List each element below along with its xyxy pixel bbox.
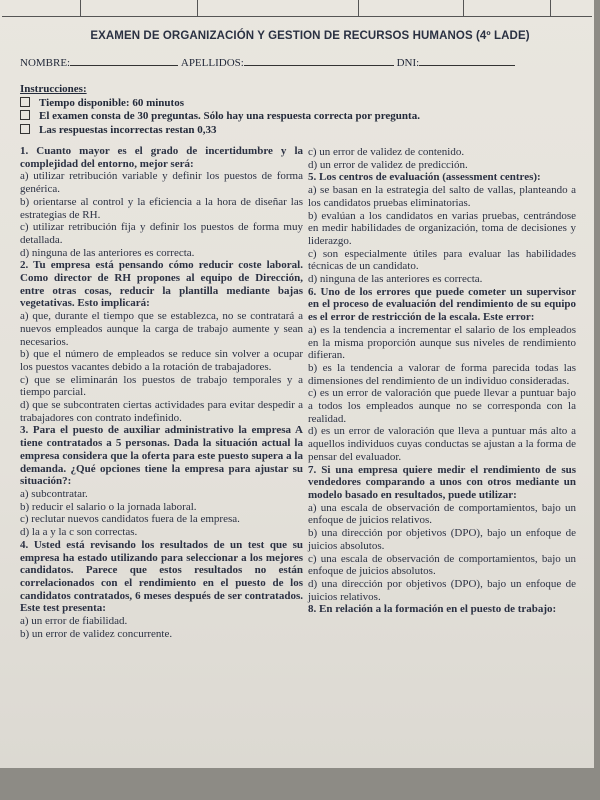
- answer-option: a) subcontratar.: [20, 487, 88, 500]
- table-cell: [2, 0, 81, 16]
- answer-option: a) es la tendencia a incrementar el salario de los empleados en la misma proporción aunque sus niveles de rendimiento difieran.: [308, 323, 576, 362]
- answer-option: d) una dirección por objetivos (DPO), bajo un enfoque de juicios relativos.: [308, 577, 576, 603]
- question-text: 8. En relación a la formación en el puesto de trabajo:: [308, 603, 557, 616]
- answer-option: d) que se subcontraten ciertas actividades para evitar despedir a trabajadores con contrato indefinido.: [20, 399, 303, 424]
- answer-option: a) un error de fiabilidad.: [20, 615, 128, 628]
- answer-option: b) que el número de empleados se reduce sin volver a ocupar los puestos vacantes debido a la rotación de trabajadores.: [20, 348, 303, 373]
- question-text: 7. Si una empresa quiere medir el rendimiento de sus vendedores comparando a unos con otros mediante un modelo basado en resultados, puede utilizar:: [308, 463, 576, 501]
- answer-option: d) un error de validez de predicción.: [308, 158, 468, 171]
- table-cell: [81, 0, 198, 16]
- answer-option: c) son especialmente útiles para evaluar las habilidades técnicas de un candidato.: [308, 247, 576, 273]
- table-cell: [359, 0, 464, 16]
- answer-option: a) se basan en la estrategia del salto de vallas, planteando a los candidatos pruebas eliminatorias.: [308, 184, 576, 209]
- answer-option: c) un error de validez de contenido.: [308, 146, 465, 158]
- apellidos-label: APELLIDOS:: [180, 57, 244, 69]
- answer-option: b) evalúan a los candidatos en varias pruebas, centrándose en medir habilidades de organización, toma de decisiones y liderazgo.: [308, 209, 576, 247]
- dni-field[interactable]: [419, 56, 515, 66]
- answer-option: d) es un error de valoración que lleva a puntuar más alto a aquellos individuos cuyas conductas se ajustan a la forma de pensar del evaluador.: [308, 425, 576, 463]
- question-text: 2. Tu empresa está pensando cómo reducir coste laboral. Como director de RH propones al equipo de Dirección, entre otras cosas, reducir la plantilla mediante bajas vegetativas. Esto implicará:: [20, 259, 303, 310]
- answer-option: b) es la tendencia a valorar de forma parecida todas las dimensiones del rendimiento de un individuo consideradas.: [308, 361, 576, 387]
- apellidos-field[interactable]: [244, 56, 394, 66]
- table-cell: [464, 0, 551, 16]
- dni-label: DNI:: [396, 57, 420, 69]
- header-table: [2, 0, 592, 17]
- table-cell: [198, 0, 359, 16]
- checkbox-icon: [20, 110, 30, 120]
- answer-option: b) orientarse al control y la eficiencia a la hora de diseñar las estrategias de RH.: [20, 195, 303, 221]
- answer-option: b) reducir el salario o la jornada laboral.: [20, 500, 197, 513]
- answer-option: c) reclutar nuevos candidatos fuera de la empresa.: [20, 513, 240, 526]
- checkbox-icon: [20, 124, 30, 134]
- answer-option: a) una escala de observación de comportamientos, bajo un enfoque de juicios relativos.: [308, 501, 576, 527]
- question-text: 4. Usted está revisando los resultados de un test que su empresa ha estado utilizando para seleccionar a los mejores candidatos. Parece que estos resultados no están correlacionados con el rendimiento en el puesto de los candidatos contratados, 6 meses después de ser contratados. Este test presenta:: [20, 538, 303, 615]
- answer-option: c) que se eliminarán los puestos de trabajo temporales y a tiempo parcial.: [20, 373, 303, 399]
- right-column: [308, 146, 576, 616]
- instruction-item: Las respuestas incorrectas restan 0,33: [20, 124, 580, 138]
- answer-option: c) una escala de observación de comportamientos, bajo un enfoque de juicios absolutos.: [308, 552, 576, 578]
- instructions-heading: Instrucciones:: [20, 83, 87, 95]
- question-text: 1. Cuanto mayor es el grado de incertidumbre y la complejidad del entorno, mejor será:: [20, 145, 303, 170]
- answer-option: d) la a y la c son correctas.: [20, 526, 138, 539]
- answer-option: a) que, durante el tiempo que se establezca, no se contratará a nuevos empleados aunque la carga de trabajo aumente y sean necesarios.: [20, 310, 303, 348]
- question-text: 5. Los centros de evaluación (assessment centres):: [308, 171, 541, 184]
- instructions: [20, 83, 580, 137]
- exam-title: EXAMEN DE ORGANIZACIÓN Y GESTION DE RECURSOS HUMANOS (4º LADE): [90, 30, 530, 42]
- answer-option: b) un error de validez concurrente.: [20, 627, 173, 640]
- answer-option: b) una dirección por objetivos (DPO), bajo un enfoque de juicios absolutos.: [308, 527, 576, 552]
- answer-option: d) ninguna de las anteriores es correcta.: [20, 246, 195, 259]
- student-fields: [20, 56, 580, 69]
- question-text: 6. Uno de los errores que puede cometer un supervisor en el proceso de evaluación del rendimiento de su equipo es el error de restricción de la escala. Este error:: [308, 285, 576, 324]
- nombre-label: NOMBRE:: [20, 57, 71, 69]
- question-text: 3. Para el puesto de auxiliar administrativo la empresa A tiene contratados a 5 personas. Dada la situación actual la empresa considera que la oferta para este puesto supera a la demanda. ¿Qué opciones tiene la empresa para ajustar su situación?:: [20, 424, 303, 488]
- instruction-item: Tiempo disponible: 60 minutos: [20, 97, 580, 111]
- answer-option: c) es un error de valoración que puede llevar a puntuar bajo a todos los empleados aunque no se corresponda con la realidad.: [308, 387, 576, 425]
- left-column: [20, 145, 303, 640]
- nombre-field[interactable]: [70, 56, 178, 66]
- checkbox-icon: [20, 97, 30, 107]
- answer-option: a) utilizar retribución variable y definir los puestos de forma genérica.: [20, 170, 303, 196]
- answer-option: d) ninguna de las anteriores es correcta.: [308, 273, 483, 286]
- instruction-item: El examen consta de 30 preguntas. Sólo hay una respuesta correcta por pregunta.: [20, 110, 580, 124]
- answer-option: c) utilizar retribución fija y definir los puestos de forma muy detallada.: [20, 221, 303, 246]
